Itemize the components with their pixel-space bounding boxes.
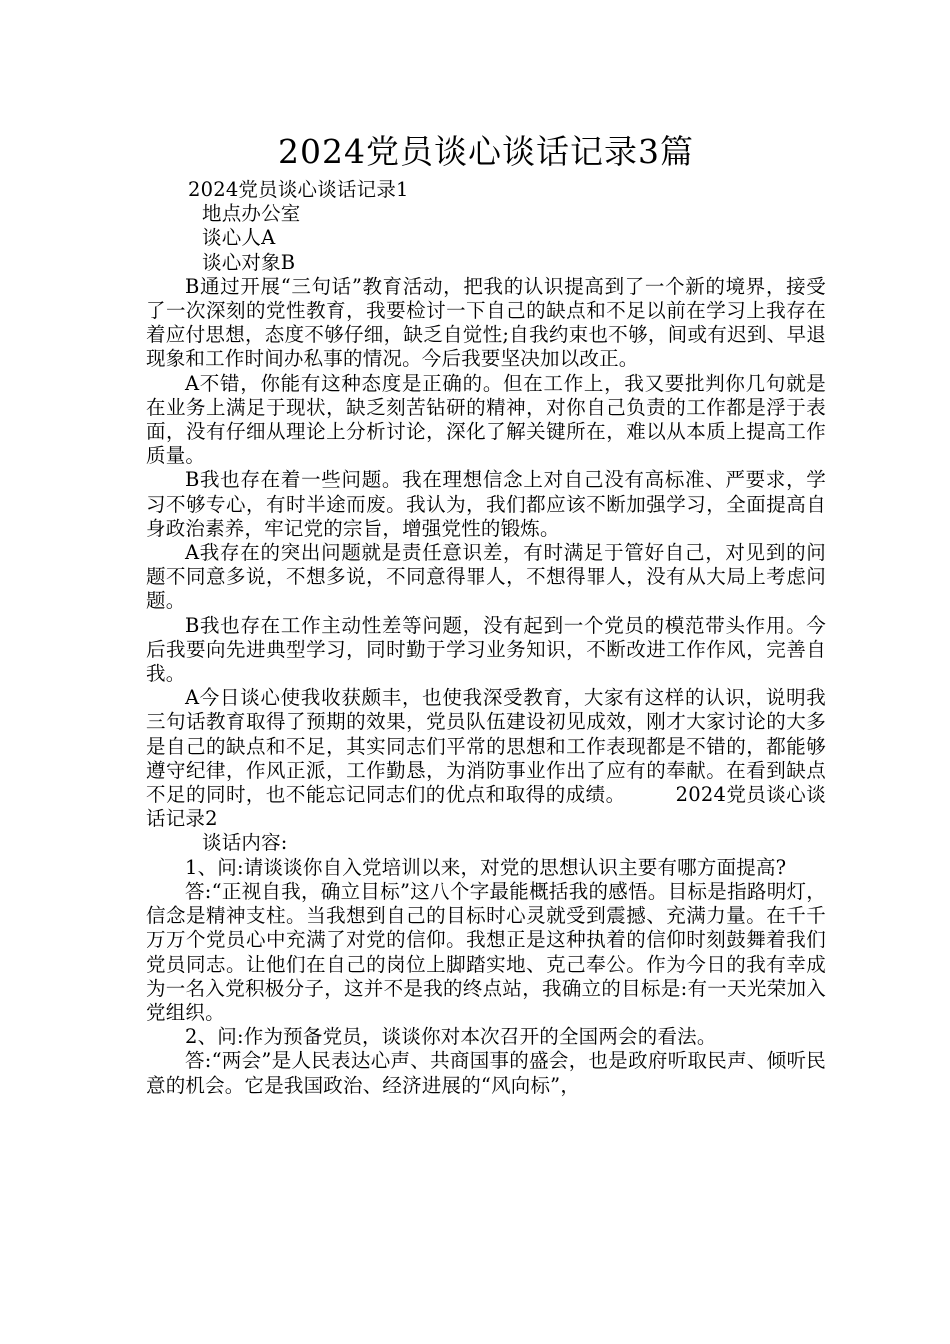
- record1-paragraph: B通过开展“三句话”教育活动，把我的认识提高到了一个新的境界，接受了一次深刻的党性教育，我要检讨一下自己的缺点和不足以前在学习上我存在着应付思想，态度不够仔细，缺乏自觉性;自我约束也不够，间或有迟到、早退现象和工作时间办私事的情况。今后我要坚决加以改正。: [146, 274, 826, 371]
- record1-location: 地点办公室: [202, 202, 301, 226]
- document-title: 2024党员谈心谈话记录3篇: [278, 132, 694, 171]
- record1-paragraph: B我也存在工作主动性差等问题，没有起到一个党员的模范带头作用。今后我要向先进典型学习，同时勤于学习业务知识，不断改进工作作风，完善自我。: [146, 613, 826, 686]
- record1-paragraph: A我存在的突出问题就是责任意识差，有时满足于管好自己，对见到的问题不同意多说，不想多说，不同意得罪人，不想得罪人，没有从大局上考虑问题。: [146, 541, 826, 613]
- record1-target: 谈心对象B: [202, 250, 296, 274]
- record1-heading: 2024党员谈心谈话记录1: [188, 178, 409, 201]
- document-page: [146, 128, 826, 1098]
- record2-paragraph: 答:“两会”是人民表达心声、共商国事的盛会，也是政府听取民声、倾听民意的机会。它是我国政治、经济进展的“风向标”，: [146, 1049, 826, 1097]
- record2-paragraph: 1、问:请谈谈你自入党培训以来，对党的思想认识主要有哪方面提高?: [185, 855, 787, 879]
- record2-paragraph: 答:“正视自我，确立目标”这八个字最能概括我的感悟。目标是指路明灯，信念是精神支柱。当我想到自己的目标时心灵就受到震撼、充满力量。在千千万万个党员心中充满了对党的信仰。我想正是这种执着的信仰时刻鼓舞着我们党员同志。让他们在自己的岗位上脚踏实地、克己奉公。作为今日的我有幸成为一名入党积极分子，这并不是我的终点站，我确立的目标是:有一天光荣加入党组织。: [146, 879, 826, 1024]
- record1-paragraph: A不错，你能有这种态度是正确的。但在工作上，我又要批判你几句就是在业务上满足于现状，缺乏刻苦钻研的精神，对你自己负责的工作都是浮于表面，没有仔细从理论上分析讨论，深化了解关键所在，难以从本质上提高工作质量。: [146, 371, 826, 468]
- record1-speaker: 谈心人A: [202, 226, 276, 250]
- record2-heading: 2024党员谈心谈话记录2: [146, 783, 826, 831]
- record2-paragraph: 2、问:作为预备党员，谈谈你对本次召开的全国两会的看法。: [185, 1025, 717, 1049]
- record1-paragraph: B我也存在着一些问题。我在理想信念上对自己没有高标准、严要求，学习不够专心，有时半途而废。我认为，我们都应该不断加强学习，全面提高自身政治素养，牢记党的宗旨，增强党性的锻炼。: [146, 468, 826, 540]
- record1-last-paragraph-text: A今日谈心使我收获颇丰，也使我深受教育，大家有这样的认识，说明我三句话教育取得了预期的效果，党员队伍建设初见成效，刚才大家讨论的大多是自己的缺点和不足，其实同志们平常的思想和工作表现都是不错的，都能够遵守纪律，作风正派，工作勤恳，为消防事业作出了应有的奉献。在看到缺点不足的同时，也不能忘记同志们的优点和取得的成绩。: [146, 686, 826, 807]
- record1-last-paragraph: [146, 686, 826, 831]
- record2-content-label: 谈话内容:: [202, 831, 288, 855]
